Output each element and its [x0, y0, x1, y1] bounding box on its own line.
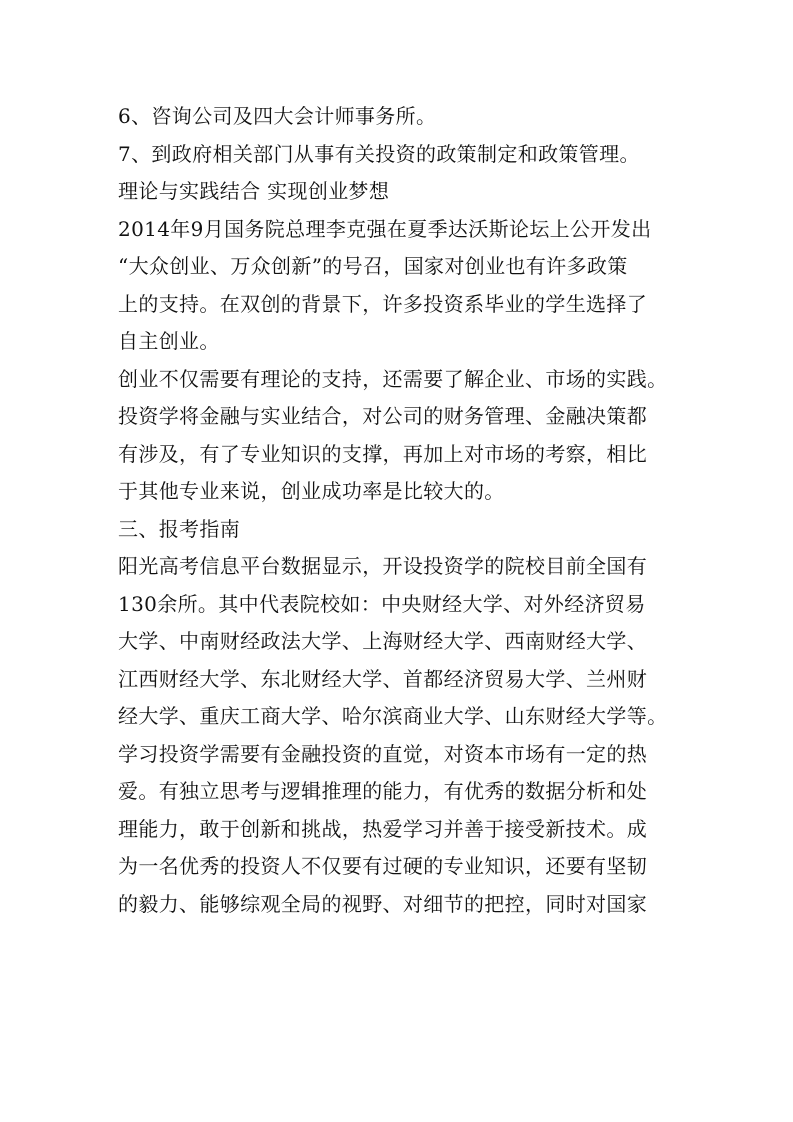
text-line: 为一名优秀的投资人不仅要有过硬的专业知识，还要有坚韧	[118, 854, 648, 878]
text-line: 2014年9月国务院总理李克强在夏季达沃斯论坛上公开发出	[118, 216, 652, 241]
text-line: 江西财经大学、东北财经大学、首都经济贸易大学、兰州财	[118, 666, 648, 691]
list-item-6	[118, 98, 686, 136]
text-line: 阳光高考信息平台数据显示，开设投资学的院校目前全国有	[118, 554, 648, 578]
text-line: 的毅力、能够综观全局的视野、对细节的把控，同时对国家	[118, 891, 648, 916]
paragraph-requirements	[118, 736, 686, 924]
text-line: 投资学将金融与实业结合，对公司的财务管理、金融决策都	[118, 404, 648, 428]
text-line: 爱。有独立思考与逻辑推理的能力，有优秀的数据分析和处	[118, 779, 648, 803]
text-line: 上的支持。在双创的背景下，许多投资系毕业的学生选择了	[118, 291, 648, 316]
text-line: 6、咨询公司及四大会计师事务所。	[118, 104, 437, 128]
list-item-7	[118, 136, 686, 174]
text-line: 大学、中南财经政法大学、上海财经大学、西南财经大学、	[118, 629, 648, 653]
text-line: 学习投资学需要有金融投资的直觉，对资本市场有一定的热	[118, 741, 648, 766]
section-heading	[118, 173, 686, 211]
text-line: 自主创业。	[118, 329, 220, 353]
text-line: 经大学、重庆工商大学、哈尔滨商业大学、山东财经大学等。	[118, 704, 668, 728]
text-line: “大众创业、万众创新”的号召，国家对创业也有许多政策	[118, 254, 628, 278]
heading-text: 理论与实践结合 实现创业梦想	[118, 179, 390, 203]
document-page	[118, 98, 686, 923]
text-line: 创业不仅需要有理论的支持，还需要了解企业、市场的实践。	[118, 366, 668, 391]
text-line: 于其他专业来说，创业成功率是比较大的。	[118, 479, 505, 503]
paragraph-entrepreneurship-policy	[118, 211, 686, 361]
heading-text: 三、报考指南	[118, 516, 241, 541]
paragraph-entrepreneurship-practice	[118, 361, 686, 511]
text-line: 有涉及，有了专业知识的支撑，再加上对市场的考察，相比	[118, 441, 648, 466]
text-line: 7、到政府相关部门从事有关投资的政策制定和政策管理。	[118, 141, 640, 166]
text-line: 理能力，敢于创新和挑战，热爱学习并善于接受新技术。成	[118, 816, 648, 841]
section-heading	[118, 511, 686, 549]
text-line: 130余所。其中代表院校如：中央财经大学、对外经济贸易	[118, 591, 646, 616]
paragraph-universities	[118, 548, 686, 736]
